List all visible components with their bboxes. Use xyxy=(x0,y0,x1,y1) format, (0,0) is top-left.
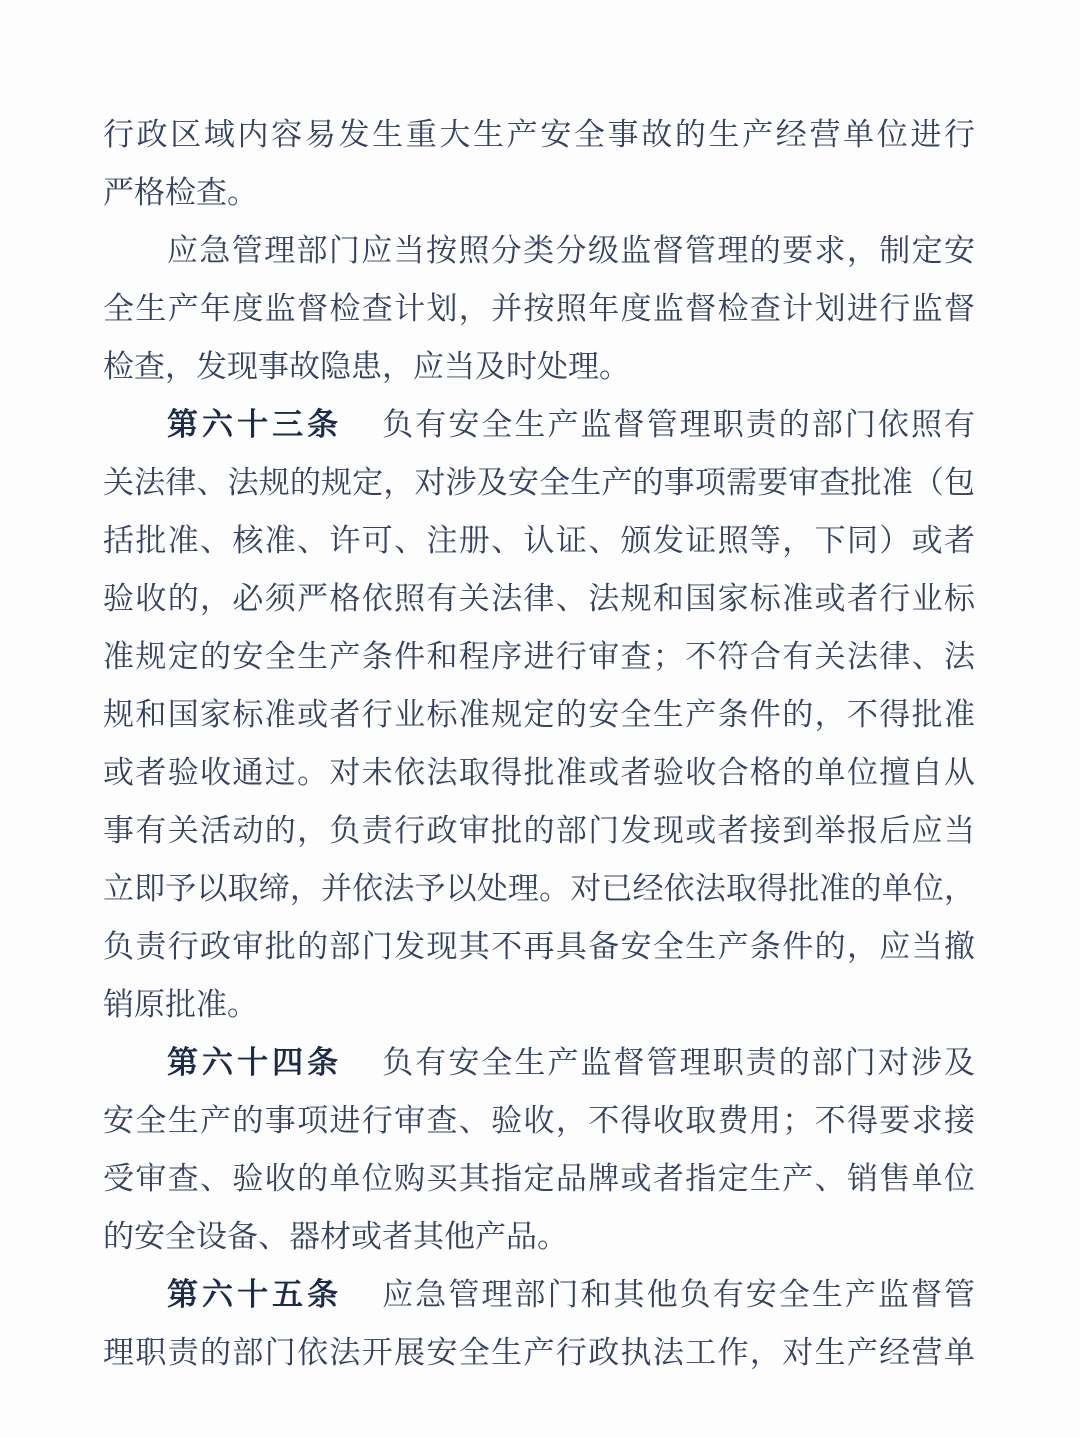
text-line xyxy=(103,802,975,860)
text-line xyxy=(103,686,975,744)
text-line xyxy=(103,106,975,164)
article-number: 第六十三条 xyxy=(167,407,343,442)
line-text: 规和国家标准或者行业标准规定的安全生产条件的，不得批准 xyxy=(103,697,975,732)
text-line xyxy=(103,280,975,338)
line-text: 负责行政审批的部门发现其不再具备安全生产条件的，应当撤 xyxy=(103,929,975,964)
line-text: 验收的，必须严格依照有关法律、法规和国家标准或者行业标 xyxy=(103,581,975,616)
line-text: 关法律、法规的规定，对涉及安全生产的事项需要审查批准（包 xyxy=(103,465,975,500)
line-text: 准规定的安全生产条件和程序进行审查；不符合有关法律、法 xyxy=(103,639,975,674)
text-line xyxy=(103,570,975,628)
line-text: 严格检查。 xyxy=(103,175,258,210)
line-text: 应急管理部门应当按照分类分级监督管理的要求，制定安 xyxy=(167,233,975,268)
text-line xyxy=(103,222,975,280)
line-text: 或者验收通过。对未依法取得批准或者验收合格的单位擅自从 xyxy=(103,755,975,790)
text-line xyxy=(103,338,975,396)
text-line xyxy=(103,1034,975,1092)
article-number: 第六十五条 xyxy=(167,1277,343,1312)
line-text: 检查，发现事故隐患，应当及时处理。 xyxy=(103,349,630,384)
line-text: 行政区域内容易发生重大生产安全事故的生产经营单位进行 xyxy=(103,117,975,152)
line-text: 全生产年度监督检查计划，并按照年度监督检查计划进行监督 xyxy=(103,291,975,326)
text-line xyxy=(103,1324,975,1382)
text-line xyxy=(103,1208,975,1266)
text-line xyxy=(103,744,975,802)
article-number: 第六十四条 xyxy=(167,1045,343,1080)
text-line xyxy=(103,396,975,454)
text-line xyxy=(103,512,975,570)
text-line xyxy=(103,164,975,222)
line-text: 负有安全生产监督管理职责的部门依照有 xyxy=(382,407,976,442)
line-text: 负有安全生产监督管理职责的部门对涉及 xyxy=(382,1045,976,1080)
line-text: 事有关活动的，负责行政审批的部门发现或者接到举报后应当 xyxy=(103,813,975,848)
text-line xyxy=(103,976,975,1034)
text-line xyxy=(103,860,975,918)
text-line xyxy=(103,918,975,976)
line-text: 受审查、验收的单位购买其指定品牌或者指定生产、销售单位 xyxy=(103,1161,975,1196)
line-text: 括批准、核准、许可、注册、认证、颁发证照等，下同）或者 xyxy=(103,523,975,558)
line-text: 的安全设备、器材或者其他产品。 xyxy=(103,1219,568,1254)
text-line xyxy=(103,628,975,686)
line-text: 应急管理部门和其他负有安全生产监督管 xyxy=(382,1277,976,1312)
text-line xyxy=(103,1150,975,1208)
text-line xyxy=(103,1092,975,1150)
line-text: 销原批准。 xyxy=(103,987,258,1022)
text-line xyxy=(103,1266,975,1324)
line-text: 理职责的部门依法开展安全生产行政执法工作，对生产经营单 xyxy=(103,1335,975,1370)
line-text: 立即予以取缔，并依法予以处理。对已经依法取得批准的单位， xyxy=(103,871,975,906)
text-line xyxy=(103,454,975,512)
line-text: 安全生产的事项进行审查、验收，不得收取费用；不得要求接 xyxy=(103,1103,975,1138)
document-content xyxy=(103,106,975,1382)
